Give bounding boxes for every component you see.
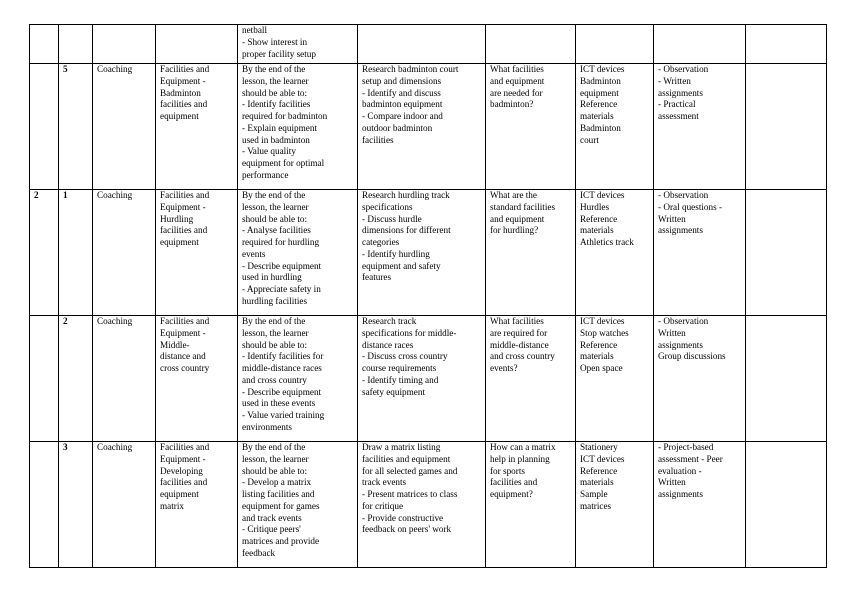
resource-line: ICT devices bbox=[580, 190, 625, 200]
outcome-line: By the end of the bbox=[242, 442, 306, 452]
assessment-line: assessment bbox=[658, 111, 699, 122]
inquiry-line: and equipment bbox=[490, 213, 545, 224]
resource-line: matrices bbox=[580, 500, 612, 511]
learning-outcomes-cell bbox=[238, 25, 358, 64]
sub-strand-line: Facilities and bbox=[160, 190, 210, 200]
sub-strand-line: Developing bbox=[160, 465, 203, 476]
assessment-line: assignments bbox=[658, 489, 703, 500]
resources-cell bbox=[576, 25, 654, 64]
outcome-line: performance bbox=[242, 169, 289, 180]
sub-strand-line: facilities and bbox=[160, 477, 208, 488]
experience-line: - Discuss hurdle bbox=[362, 213, 422, 224]
experience-line: outdoor badminton bbox=[362, 122, 433, 133]
table-row bbox=[30, 64, 827, 190]
experience-line: Draw a matrix listing bbox=[362, 442, 441, 452]
learning-outcomes-cell bbox=[238, 316, 358, 442]
experience-line: track events bbox=[362, 477, 407, 488]
reflection-cell bbox=[746, 64, 827, 190]
experience-line: Research track bbox=[362, 316, 417, 326]
outcome-line: - Show interest in bbox=[242, 36, 308, 47]
sub-strand-line: equipment bbox=[160, 237, 199, 248]
experience-line: - Identify hurdling bbox=[362, 248, 430, 259]
learning-outcomes-cell bbox=[238, 442, 358, 568]
strand-cell bbox=[93, 25, 156, 64]
sub-strand-line: facilities and bbox=[160, 225, 208, 236]
outcome-line: events bbox=[242, 248, 266, 259]
inquiry-line: and equipment bbox=[490, 75, 545, 86]
experience-line: - Present matrices to class bbox=[362, 489, 458, 500]
outcome-line: equipment for optimal bbox=[242, 158, 325, 169]
experience-line: badminton equipment bbox=[362, 99, 443, 110]
inquiry-line: and cross country bbox=[490, 351, 555, 362]
assessment-line: - Project-based bbox=[658, 442, 714, 452]
assessment-cell bbox=[654, 316, 746, 442]
inquiry-line: What are the bbox=[490, 190, 537, 200]
inquiry-line: How can a matrix bbox=[490, 442, 556, 452]
strand-cell: Coaching bbox=[93, 190, 156, 316]
outcome-line: - Critique peers' bbox=[242, 524, 301, 535]
experience-line: specifications bbox=[362, 201, 413, 212]
sub-strand-cell bbox=[156, 316, 238, 442]
experience-line: - Identify timing and bbox=[362, 374, 439, 385]
resource-line: Badminton bbox=[580, 75, 621, 86]
sub-strand-line: Facilities and bbox=[160, 316, 210, 326]
outcome-line: environments bbox=[242, 421, 293, 432]
inquiry-line: middle-distance bbox=[490, 339, 549, 350]
resource-line: Hurdles bbox=[580, 201, 610, 212]
sub-strand-line: Equipment - bbox=[160, 75, 206, 86]
week-cell bbox=[30, 316, 59, 442]
inquiry-question-cell bbox=[486, 316, 576, 442]
sub-strand-line: Equipment - bbox=[160, 327, 206, 338]
outcome-line: listing facilities and bbox=[242, 489, 315, 500]
sub-strand-line: equipment bbox=[160, 111, 199, 122]
reflection-cell bbox=[746, 25, 827, 64]
sub-strand-line: distance and bbox=[160, 351, 206, 362]
table-row bbox=[30, 25, 827, 64]
inquiry-line: are required for bbox=[490, 327, 548, 338]
resources-cell bbox=[576, 190, 654, 316]
learning-experiences-cell bbox=[358, 442, 486, 568]
resource-line: ICT devices bbox=[580, 453, 625, 464]
assessment-line: - Observation bbox=[658, 316, 709, 326]
assessment-line: assessment - Peer bbox=[658, 453, 723, 464]
lesson-cell: 1 bbox=[59, 190, 93, 316]
lesson-cell bbox=[59, 25, 93, 64]
learning-experiences-cell bbox=[358, 190, 486, 316]
inquiry-line: equipment? bbox=[490, 489, 533, 500]
table-row bbox=[30, 442, 827, 568]
resource-line: Stop watches bbox=[580, 327, 629, 338]
inquiry-line: help in planning bbox=[490, 453, 550, 464]
assessment-cell bbox=[654, 442, 746, 568]
reflection-cell bbox=[746, 316, 827, 442]
sub-strand-line: cross country bbox=[160, 363, 210, 374]
lesson-cell: 2 bbox=[59, 316, 93, 442]
resource-line: court bbox=[580, 134, 599, 145]
inquiry-question-cell bbox=[486, 25, 576, 64]
sub-strand-line: matrix bbox=[160, 500, 184, 511]
learning-outcomes-cell bbox=[238, 64, 358, 190]
experience-line: feedback on peers' work bbox=[362, 524, 452, 535]
resources-cell bbox=[576, 316, 654, 442]
table-row bbox=[30, 190, 827, 316]
week-cell: 2 bbox=[30, 190, 59, 316]
experience-line: setup and dimensions bbox=[362, 75, 442, 86]
experience-line: Research hurdling track bbox=[362, 190, 450, 200]
week-cell bbox=[30, 25, 59, 64]
sub-strand-line: facilities and bbox=[160, 99, 208, 110]
outcome-line: equipment for games bbox=[242, 500, 320, 511]
sub-strand-line: Facilities and bbox=[160, 64, 210, 74]
sub-strand-line: Middle- bbox=[160, 339, 190, 350]
scheme-of-work-table bbox=[29, 24, 827, 568]
experience-line: safety equipment bbox=[362, 386, 426, 397]
resource-line: materials bbox=[580, 225, 614, 236]
resource-line: materials bbox=[580, 111, 614, 122]
week-cell bbox=[30, 64, 59, 190]
strand-cell: Coaching bbox=[93, 442, 156, 568]
outcome-line: and track events bbox=[242, 512, 302, 523]
inquiry-line: for sports bbox=[490, 465, 525, 476]
resource-line: ICT devices bbox=[580, 64, 625, 74]
experience-line: features bbox=[362, 272, 392, 283]
inquiry-line: for hurdling? bbox=[490, 225, 539, 236]
assessment-line: Group discussions bbox=[658, 351, 726, 362]
reflection-cell bbox=[746, 442, 827, 568]
assessment-cell bbox=[654, 190, 746, 316]
resource-line: Stationery bbox=[580, 442, 618, 452]
resource-line: ICT devices bbox=[580, 316, 625, 326]
inquiry-line: facilities and bbox=[490, 477, 538, 488]
lesson-cell: 3 bbox=[59, 442, 93, 568]
outcome-line: - Identify facilities for bbox=[242, 351, 324, 362]
experience-line: facilities bbox=[362, 134, 394, 145]
outcome-line: used in badminton bbox=[242, 134, 310, 145]
outcome-line: - Identify facilities bbox=[242, 99, 311, 110]
experience-line: for all selected games and bbox=[362, 465, 458, 476]
outcome-line: By the end of the bbox=[242, 64, 306, 74]
learning-experiences-cell bbox=[358, 64, 486, 190]
resource-line: Reference bbox=[580, 99, 618, 110]
outcome-line: - Describe equipment bbox=[242, 386, 322, 397]
experience-line: course requirements bbox=[362, 363, 437, 374]
assessment-line: Written bbox=[658, 477, 686, 488]
reflection-cell bbox=[746, 190, 827, 316]
learning-experiences-cell bbox=[358, 25, 486, 64]
resource-line: Badminton bbox=[580, 122, 621, 133]
assessment-line: Written bbox=[658, 213, 686, 224]
sub-strand-cell bbox=[156, 442, 238, 568]
resource-line: Reference bbox=[580, 465, 618, 476]
experience-line: equipment and safety bbox=[362, 260, 441, 271]
experience-line: for critique bbox=[362, 500, 404, 511]
table-row bbox=[30, 316, 827, 442]
assessment-line: - Written bbox=[658, 75, 691, 86]
sub-strand-line: Hurdling bbox=[160, 213, 194, 224]
outcome-line: matrices and provide bbox=[242, 536, 320, 547]
strand-cell: Coaching bbox=[93, 316, 156, 442]
outcome-line: should be able to: bbox=[242, 87, 308, 98]
sub-strand-line: Badminton bbox=[160, 87, 201, 98]
inquiry-line: are needed for bbox=[490, 87, 543, 98]
resource-line: Open space bbox=[580, 363, 623, 374]
assessment-line: - Practical bbox=[658, 99, 696, 110]
experience-line: dimensions for different bbox=[362, 225, 451, 236]
outcome-line: - Value quality bbox=[242, 146, 296, 157]
resource-line: equipment bbox=[580, 87, 619, 98]
assessment-line: - Oral questions - bbox=[658, 201, 723, 212]
assessment-line: assignments bbox=[658, 339, 703, 350]
sub-strand-line: Equipment - bbox=[160, 201, 206, 212]
lesson-cell: 5 bbox=[59, 64, 93, 190]
learning-experiences-cell bbox=[358, 316, 486, 442]
resource-line: materials bbox=[580, 477, 614, 488]
inquiry-line: standard facilities bbox=[490, 201, 556, 212]
experience-line: - Provide constructive bbox=[362, 512, 444, 523]
outcome-line: used in hurdling bbox=[242, 272, 302, 283]
assessment-cell bbox=[654, 25, 746, 64]
experience-line: facilities and equipment bbox=[362, 453, 451, 464]
resource-line: materials bbox=[580, 351, 614, 362]
sub-strand-cell bbox=[156, 25, 238, 64]
outcome-line: netball bbox=[242, 25, 268, 35]
inquiry-question-cell bbox=[486, 442, 576, 568]
resource-line: Sample bbox=[580, 489, 608, 500]
sub-strand-line: Facilities and bbox=[160, 442, 210, 452]
assessment-line: Written bbox=[658, 327, 686, 338]
outcome-line: lesson, the learner bbox=[242, 327, 309, 338]
outcome-line: lesson, the learner bbox=[242, 453, 309, 464]
outcome-line: hurdling facilities bbox=[242, 295, 308, 306]
sub-strand-cell bbox=[156, 190, 238, 316]
sub-strand-cell bbox=[156, 64, 238, 190]
experience-line: - Identify and discuss bbox=[362, 87, 441, 98]
outcome-line: should be able to: bbox=[242, 465, 308, 476]
assessment-line: evaluation - bbox=[658, 465, 702, 476]
outcome-line: lesson, the learner bbox=[242, 75, 309, 86]
resource-line: Reference bbox=[580, 339, 618, 350]
outcome-line: required for badminton bbox=[242, 111, 328, 122]
outcome-line: should be able to: bbox=[242, 213, 308, 224]
outcome-line: middle-distance races bbox=[242, 363, 322, 374]
outcome-line: - Analyse facilities bbox=[242, 225, 311, 236]
experience-line: distance races bbox=[362, 339, 414, 350]
resources-cell bbox=[576, 64, 654, 190]
outcome-line: - Value varied training bbox=[242, 410, 325, 421]
assessment-line: assignments bbox=[658, 87, 703, 98]
outcome-line: By the end of the bbox=[242, 190, 306, 200]
experience-line: - Compare indoor and bbox=[362, 111, 443, 122]
learning-outcomes-cell bbox=[238, 190, 358, 316]
assessment-line: - Observation bbox=[658, 64, 709, 74]
outcome-line: required for hurdling bbox=[242, 237, 320, 248]
inquiry-line: What facilities bbox=[490, 64, 544, 74]
outcome-line: - Develop a matrix bbox=[242, 477, 312, 488]
outcome-line: feedback bbox=[242, 547, 276, 558]
experience-line: - Discuss cross country bbox=[362, 351, 448, 362]
sub-strand-line: Equipment - bbox=[160, 453, 206, 464]
strand-cell: Coaching bbox=[93, 64, 156, 190]
assessment-cell bbox=[654, 64, 746, 190]
resource-line: Reference bbox=[580, 213, 618, 224]
outcome-line: proper facility setup bbox=[242, 48, 316, 59]
outcome-line: By the end of the bbox=[242, 316, 306, 326]
experience-line: specifications for middle- bbox=[362, 327, 457, 338]
resources-cell bbox=[576, 442, 654, 568]
assessment-line: assignments bbox=[658, 225, 703, 236]
sub-strand-line: equipment bbox=[160, 489, 199, 500]
inquiry-question-cell bbox=[486, 190, 576, 316]
outcome-line: lesson, the learner bbox=[242, 201, 309, 212]
inquiry-question-cell bbox=[486, 64, 576, 190]
outcome-line: - Describe equipment bbox=[242, 260, 322, 271]
experience-line: categories bbox=[362, 237, 400, 248]
outcome-line: used in these events bbox=[242, 398, 316, 409]
inquiry-line: What facilities bbox=[490, 316, 544, 326]
inquiry-line: badminton? bbox=[490, 99, 534, 110]
outcome-line: and cross country bbox=[242, 374, 307, 385]
inquiry-line: events? bbox=[490, 363, 518, 374]
assessment-line: - Observation bbox=[658, 190, 709, 200]
week-cell bbox=[30, 442, 59, 568]
outcome-line: - Appreciate safety in bbox=[242, 284, 321, 295]
experience-line: Research badminton court bbox=[362, 64, 459, 74]
resource-line: Athletics track bbox=[580, 237, 634, 248]
outcome-line: - Explain equipment bbox=[242, 122, 318, 133]
outcome-line: should be able to: bbox=[242, 339, 308, 350]
